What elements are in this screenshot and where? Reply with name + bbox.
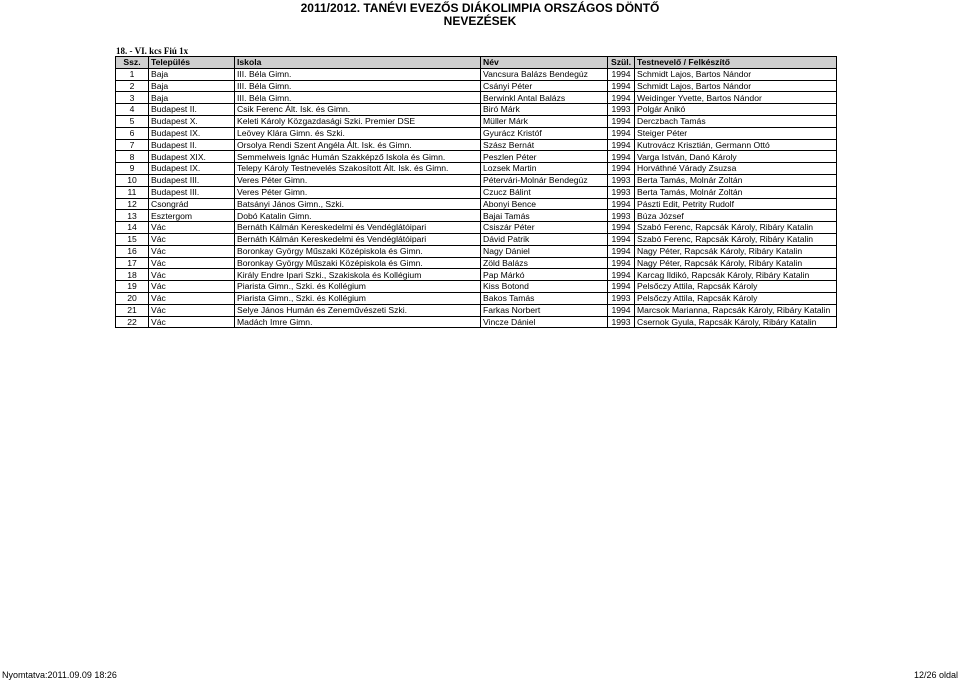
- cell-testnevelo: Kutrovácz Krisztián, Germann Ottó: [635, 139, 837, 151]
- cell-szul: 1994: [608, 269, 635, 281]
- table-row: [116, 115, 837, 127]
- cell-iskola: Batsányi János Gimn., Szki.: [235, 198, 481, 210]
- table-row: [116, 92, 837, 104]
- cell-testnevelo: Derczbach Tamás: [635, 115, 837, 127]
- cell-nev: Zöld Balázs: [481, 257, 608, 269]
- cell-testnevelo: Schmidt Lajos, Bartos Nándor: [635, 68, 837, 80]
- cell-telepules: Vác: [149, 281, 235, 293]
- cell-iskola: III. Béla Gimn.: [235, 92, 481, 104]
- cell-testnevelo: Nagy Péter, Rapcsák Károly, Ribáry Katalin: [635, 245, 837, 257]
- cell-telepules: Vác: [149, 316, 235, 328]
- cell-nev: Nagy Dániel: [481, 245, 608, 257]
- cell-testnevelo: Nagy Péter, Rapcsák Károly, Ribáry Katalin: [635, 257, 837, 269]
- cell-szul: 1994: [608, 151, 635, 163]
- cell-ssz: 14: [116, 222, 149, 234]
- table-row: [116, 222, 837, 234]
- table-header-row: [116, 57, 837, 69]
- table-row: [116, 233, 837, 245]
- cell-testnevelo: Berta Tamás, Molnár Zoltán: [635, 174, 837, 186]
- table-row: [116, 104, 837, 116]
- cell-testnevelo: Berta Tamás, Molnár Zoltán: [635, 186, 837, 198]
- cell-nev: Pétervári-Molnár Bendegúz: [481, 174, 608, 186]
- cell-nev: Czucz Bálint: [481, 186, 608, 198]
- cell-iskola: Selye János Humán és Zeneművészeti Szki.: [235, 304, 481, 316]
- cell-iskola: III. Béla Gimn.: [235, 68, 481, 80]
- table-row: [116, 151, 837, 163]
- cell-ssz: 9: [116, 163, 149, 175]
- cell-szul: 1994: [608, 304, 635, 316]
- cell-telepules: Baja: [149, 68, 235, 80]
- cell-iskola: III. Béla Gimn.: [235, 80, 481, 92]
- cell-szul: 1994: [608, 257, 635, 269]
- table-row: [116, 80, 837, 92]
- cell-ssz: 11: [116, 186, 149, 198]
- cell-iskola: Leövey Klára Gimn. és Szki.: [235, 127, 481, 139]
- cell-iskola: Csik Ferenc Ált. Isk. és Gimn.: [235, 104, 481, 116]
- cell-iskola: Veres Péter Gimn.: [235, 174, 481, 186]
- cell-nev: Peszlen Péter: [481, 151, 608, 163]
- cell-szul: 1993: [608, 104, 635, 116]
- cell-telepules: Vác: [149, 269, 235, 281]
- cell-testnevelo: Pelsőczy Attila, Rapcsák Károly: [635, 281, 837, 293]
- cell-nev: Müller Márk: [481, 115, 608, 127]
- cell-telepules: Budapest IX.: [149, 127, 235, 139]
- table-row: [116, 163, 837, 175]
- cell-iskola: Keleti Károly Közgazdasági Szki. Premier DSE: [235, 115, 481, 127]
- cell-iskola: Madách Imre Gimn.: [235, 316, 481, 328]
- cell-testnevelo: Steiger Péter: [635, 127, 837, 139]
- cell-szul: 1994: [608, 68, 635, 80]
- cell-nev: Biró Márk: [481, 104, 608, 116]
- cell-iskola: Király Endre Ipari Szki., Szakiskola és Kollégium: [235, 269, 481, 281]
- cell-ssz: 10: [116, 174, 149, 186]
- page-number: 12/26 oldal: [913, 670, 958, 680]
- cell-iskola: Boronkay György Műszaki Középiskola és Gimn.: [235, 245, 481, 257]
- table-row: [116, 174, 837, 186]
- cell-ssz: 21: [116, 304, 149, 316]
- document-subtitle: NEVEZÉSEK: [443, 14, 517, 28]
- cell-iskola: Dobó Katalin Gimn.: [235, 210, 481, 222]
- cell-telepules: Budapest XIX.: [149, 151, 235, 163]
- column-header-ssz: Ssz.: [116, 57, 149, 69]
- cell-ssz: 17: [116, 257, 149, 269]
- cell-ssz: 7: [116, 139, 149, 151]
- cell-nev: Abonyi Bence: [481, 198, 608, 210]
- cell-ssz: 8: [116, 151, 149, 163]
- cell-ssz: 22: [116, 316, 149, 328]
- cell-telepules: Vác: [149, 292, 235, 304]
- cell-ssz: 3: [116, 92, 149, 104]
- cell-ssz: 19: [116, 281, 149, 293]
- cell-szul: 1994: [608, 245, 635, 257]
- cell-telepules: Vác: [149, 257, 235, 269]
- table-row: [116, 269, 837, 281]
- table-row: [116, 198, 837, 210]
- cell-nev: Dávid Patrik: [481, 233, 608, 245]
- cell-testnevelo: Pászti Edit, Petrity Rudolf: [635, 198, 837, 210]
- cell-testnevelo: Szabó Ferenc, Rapcsák Károly, Ribáry Katalin: [635, 233, 837, 245]
- cell-iskola: Boronkay György Műszaki Középiskola és Gimn.: [235, 257, 481, 269]
- table-row: [116, 245, 837, 257]
- cell-telepules: Budapest IX.: [149, 163, 235, 175]
- cell-telepules: Baja: [149, 92, 235, 104]
- cell-iskola: Piarista Gimn., Szki. és Kollégium: [235, 292, 481, 304]
- cell-nev: Lozsek Martin: [481, 163, 608, 175]
- table-row: [116, 292, 837, 304]
- cell-telepules: Vác: [149, 304, 235, 316]
- table-row: [116, 139, 837, 151]
- cell-szul: 1994: [608, 92, 635, 104]
- column-header-testnevelo: Testnevelő / Felkészítő: [635, 57, 837, 69]
- cell-testnevelo: Varga István, Danó Károly: [635, 151, 837, 163]
- cell-nev: Bakos Tamás: [481, 292, 608, 304]
- cell-iskola: Veres Péter Gimn.: [235, 186, 481, 198]
- entries-table: [115, 56, 837, 328]
- cell-testnevelo: Schmidt Lajos, Bartos Nándor: [635, 80, 837, 92]
- cell-telepules: Budapest II.: [149, 104, 235, 116]
- cell-nev: Szász Bernát: [481, 139, 608, 151]
- cell-szul: 1994: [608, 139, 635, 151]
- cell-ssz: 16: [116, 245, 149, 257]
- cell-telepules: Baja: [149, 80, 235, 92]
- cell-ssz: 20: [116, 292, 149, 304]
- cell-szul: 1994: [608, 163, 635, 175]
- cell-ssz: 4: [116, 104, 149, 116]
- cell-nev: Gyurácz Kristóf: [481, 127, 608, 139]
- cell-szul: 1994: [608, 80, 635, 92]
- table-row: [116, 210, 837, 222]
- cell-nev: Csiszár Péter: [481, 222, 608, 234]
- cell-iskola: Semmelweis Ignác Humán Szakképző Iskola és Gimn.: [235, 151, 481, 163]
- cell-telepules: Budapest III.: [149, 186, 235, 198]
- document-title: 2011/2012. TANÉVI EVEZŐS DIÁKOLIMPIA ORSZÁGOS DÖNTŐ: [300, 1, 660, 15]
- cell-ssz: 2: [116, 80, 149, 92]
- print-date: Nyomtatva:2011.09.09 18:26: [2, 670, 117, 680]
- cell-szul: 1994: [608, 281, 635, 293]
- cell-nev: Csányi Péter: [481, 80, 608, 92]
- cell-szul: 1993: [608, 174, 635, 186]
- cell-szul: 1993: [608, 186, 635, 198]
- cell-nev: Berwinkl Antal Balázs: [481, 92, 608, 104]
- cell-nev: Kiss Botond: [481, 281, 608, 293]
- table-row: [116, 257, 837, 269]
- cell-testnevelo: Pelsőczy Attila, Rapcsák Károly: [635, 292, 837, 304]
- cell-testnevelo: Szabó Ferenc, Rapcsák Károly, Ribáry Katalin: [635, 222, 837, 234]
- cell-iskola: Bernáth Kálmán Kereskedelmi és Vendéglátóipari: [235, 233, 481, 245]
- cell-szul: 1993: [608, 292, 635, 304]
- table-row: [116, 68, 837, 80]
- cell-nev: Farkas Norbert: [481, 304, 608, 316]
- cell-iskola: Piarista Gimn., Szki. és Kollégium: [235, 281, 481, 293]
- cell-ssz: 18: [116, 269, 149, 281]
- cell-szul: 1994: [608, 198, 635, 210]
- table-row: [116, 316, 837, 328]
- cell-telepules: Vác: [149, 245, 235, 257]
- column-header-telepules: Település: [149, 57, 235, 69]
- cell-iskola: Telepy Károly Testnevelés Szakosított Ált. Isk. és Gimn.: [235, 163, 481, 175]
- cell-telepules: Vác: [149, 222, 235, 234]
- cell-testnevelo: Weidinger Yvette, Bartos Nándor: [635, 92, 837, 104]
- cell-nev: Pap Márkó: [481, 269, 608, 281]
- cell-ssz: 1: [116, 68, 149, 80]
- cell-ssz: 15: [116, 233, 149, 245]
- cell-testnevelo: Csernok Gyula, Rapcsák Károly, Ribáry Katalin: [635, 316, 837, 328]
- cell-ssz: 5: [116, 115, 149, 127]
- cell-szul: 1994: [608, 115, 635, 127]
- cell-ssz: 13: [116, 210, 149, 222]
- table-row: [116, 186, 837, 198]
- cell-telepules: Esztergom: [149, 210, 235, 222]
- category-label: 18. - VI. kcs Fiú 1x: [116, 46, 189, 56]
- cell-szul: 1994: [608, 222, 635, 234]
- cell-iskola: Orsolya Rendi Szent Angéla Ált. Isk. és Gimn.: [235, 139, 481, 151]
- cell-szul: 1993: [608, 316, 635, 328]
- cell-telepules: Budapest X.: [149, 115, 235, 127]
- cell-nev: Vancsura Balázs Bendegúz: [481, 68, 608, 80]
- column-header-szul: Szül.: [608, 57, 635, 69]
- cell-testnevelo: Horváthné Várady Zsuzsa: [635, 163, 837, 175]
- cell-testnevelo: Marcsok Marianna, Rapcsák Károly, Ribáry Katalin: [635, 304, 837, 316]
- cell-testnevelo: Polgár Anikó: [635, 104, 837, 116]
- cell-telepules: Budapest II.: [149, 139, 235, 151]
- cell-telepules: Csongrád: [149, 198, 235, 210]
- table-body: [116, 68, 837, 328]
- cell-ssz: 6: [116, 127, 149, 139]
- column-header-nev: Név: [481, 57, 608, 69]
- table-row: [116, 127, 837, 139]
- cell-szul: 1993: [608, 210, 635, 222]
- cell-nev: Vincze Dániel: [481, 316, 608, 328]
- cell-szul: 1994: [608, 127, 635, 139]
- cell-iskola: Bernáth Kálmán Kereskedelmi és Vendéglátóipari: [235, 222, 481, 234]
- table-row: [116, 304, 837, 316]
- column-header-iskola: Iskola: [235, 57, 481, 69]
- cell-ssz: 12: [116, 198, 149, 210]
- cell-telepules: Budapest III.: [149, 174, 235, 186]
- cell-testnevelo: Karcag Ildikó, Rapcsák Károly, Ribáry Katalin: [635, 269, 837, 281]
- cell-szul: 1994: [608, 233, 635, 245]
- cell-telepules: Vác: [149, 233, 235, 245]
- cell-nev: Bajai Tamás: [481, 210, 608, 222]
- cell-testnevelo: Búza József: [635, 210, 837, 222]
- table-row: [116, 281, 837, 293]
